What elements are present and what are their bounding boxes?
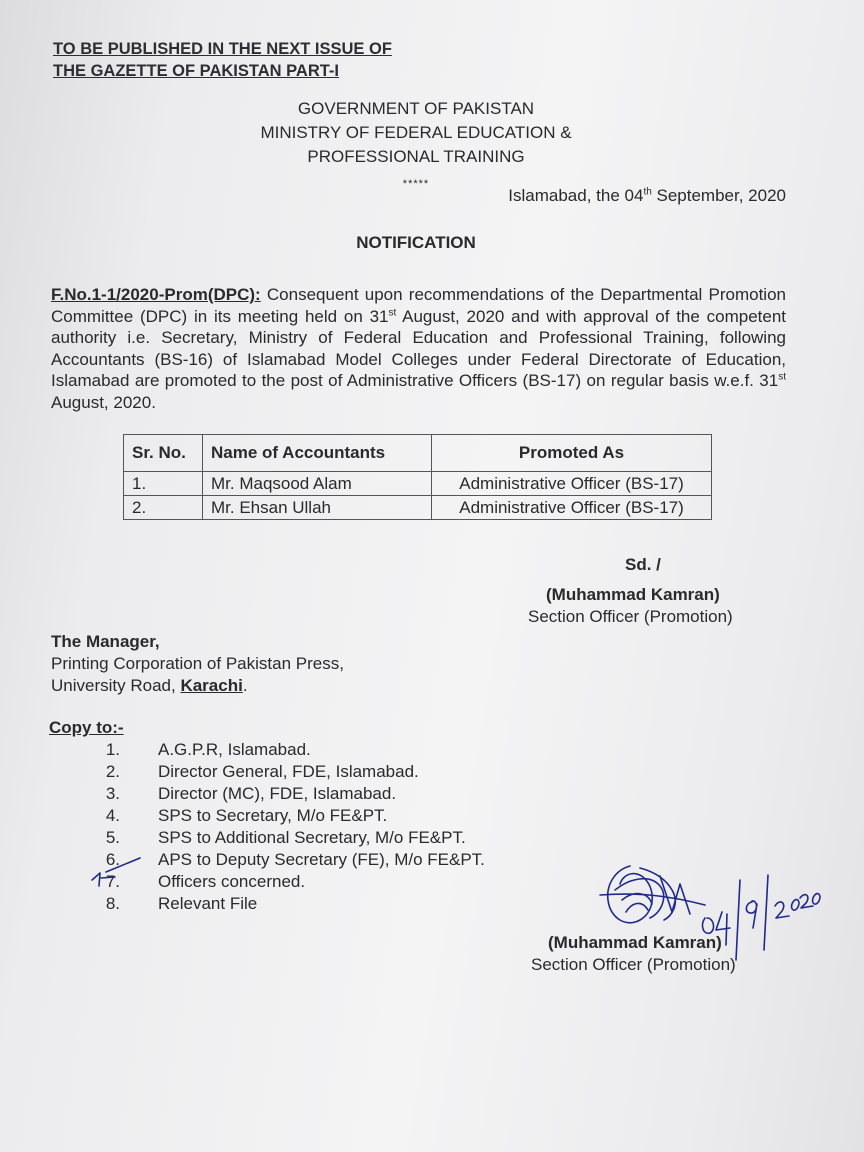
notification-title: NOTIFICATION [356,233,476,252]
recipient-to: The Manager, [51,632,160,651]
address-city: Karachi [180,676,243,695]
attestation-title: Section Officer (Promotion) [531,955,736,974]
list-item: 6. APS to Deputy Secretary (FE), M/o FE&PT. [105,850,485,869]
ministry-line-2: PROFESSIONAL TRAINING [307,147,525,166]
list-item: 7. Officers concerned. [105,872,306,891]
cell-promoted-as: Administrative Officer (BS-17) [432,496,712,520]
gazette-line-1: TO BE PUBLISHED IN THE NEXT ISSUE OF [53,40,392,58]
cell-sr-no: 2. [124,496,203,520]
separator-stars: ***** [402,178,430,190]
file-number: F.No.1-1/2020-Prom(DPC): [51,285,261,304]
cell-name: Mr. Ehsan Ullah [203,496,432,520]
ministry-line-1: MINISTRY OF FEDERAL EDUCATION & [260,123,572,142]
issue-date: Islamabad, the 04th September, 2020 [508,186,786,205]
list-item: 3. Director (MC), FDE, Islamabad. [105,784,397,803]
list-item: 8. Relevant File [105,894,258,913]
copy-to-heading: Copy to:- [49,718,124,737]
signatory-name: (Muhammad Kamran) [546,585,720,604]
col-header-name: Name of Accountants [203,435,432,472]
cell-sr-no: 1. [124,472,203,496]
notification-body: F.No.1-1/2020-Prom(DPC): Consequent upon recommendations of the Departmental Promotion Committee (DPC) in its meeting held on 31st August, 2020 and with approval of the competent authority i.e. Secretary, Ministry of Federal Education and Professional Training, following Accountants (BS-16) of Islamabad Model Colleges under Federal Directorate of Education, Islamabad are promoted to the post of Administrative Officers (BS-17) on regular basis w.e.f. 31st August, 2020. [51,285,787,412]
signatory-title: Section Officer (Promotion) [528,607,733,626]
list-item: 1. A.G.P.R, Islamabad. [105,740,311,759]
address-line-2: University Road, Karachi. [51,676,248,695]
cell-promoted-as: Administrative Officer (BS-17) [432,472,712,496]
cell-name: Mr. Maqsood Alam [203,472,432,496]
list-item: 5. SPS to Additional Secretary, M/o FE&PT. [105,828,466,847]
attestation-name: (Muhammad Kamran) [548,933,722,952]
government-heading: GOVERNMENT OF PAKISTAN [297,99,535,118]
list-item: 2. Director General, FDE, Islamabad. [105,762,419,781]
gazette-line-2: THE GAZETTE OF PAKISTAN PART-I [53,62,339,80]
col-header-sr-no: Sr. No. [124,435,203,472]
list-item: 4. SPS to Secretary, M/o FE&PT. [105,806,388,825]
col-header-promoted-as: Promoted As [432,435,712,472]
signed-marker: Sd. / [625,555,661,574]
address-line-1: Printing Corporation of Pakistan Press, [51,654,344,673]
